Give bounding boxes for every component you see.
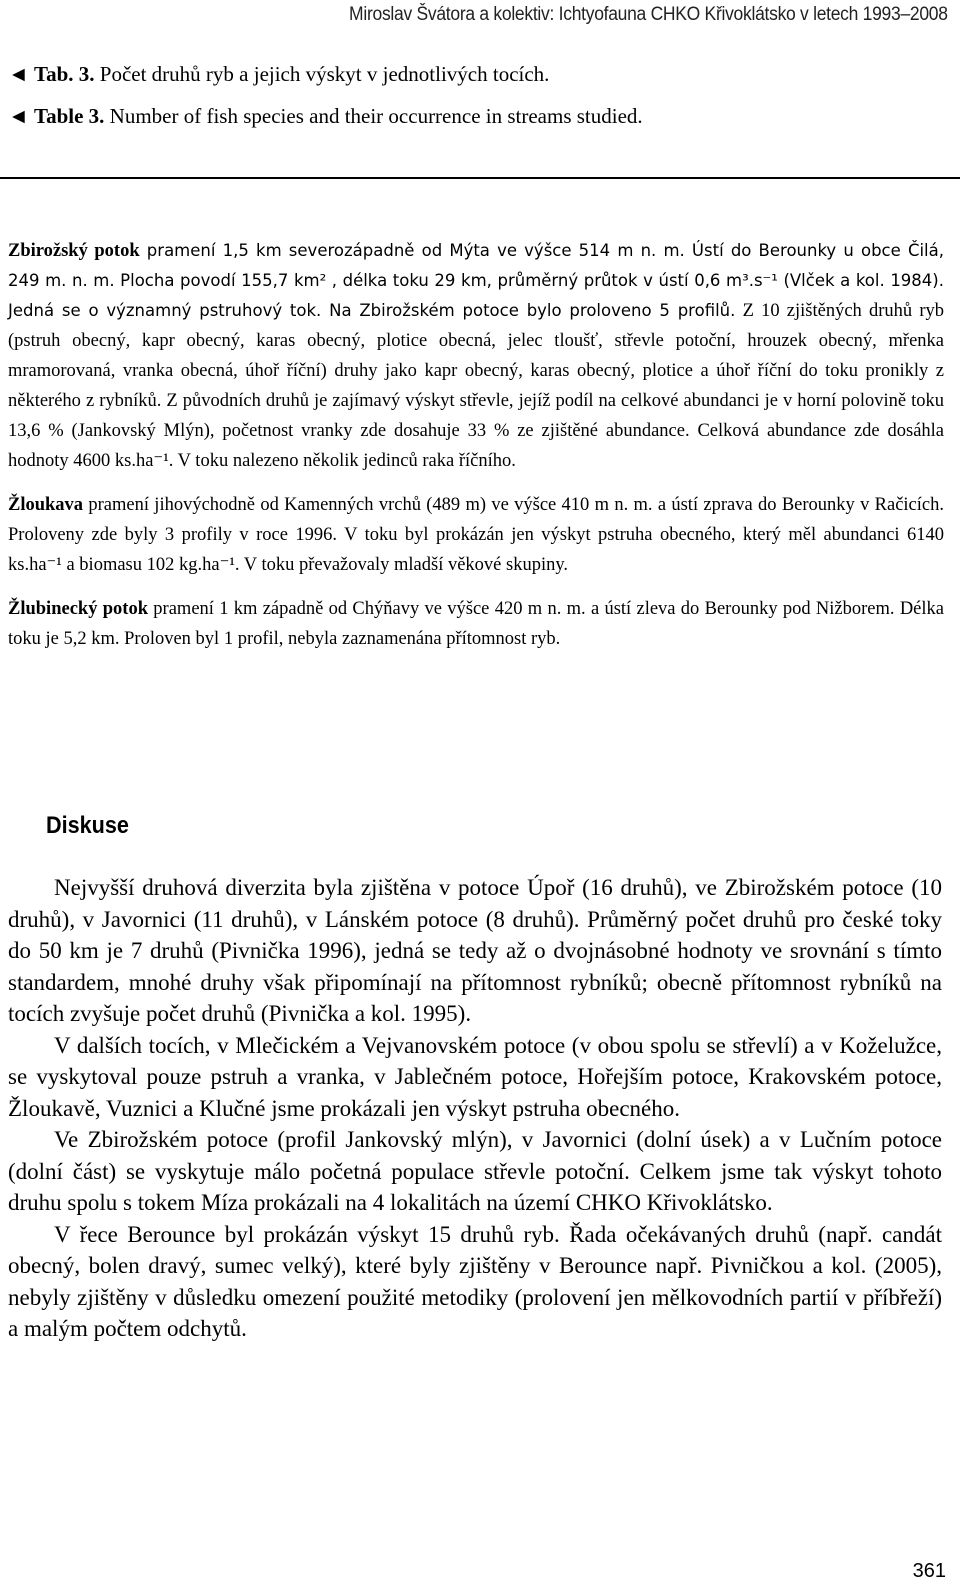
stream-text-continued: Z 10 zjištěných druhů ryb (pstruh obecný, kapr obecný, karas obecný, plotice obecná, jelec tloušť, střevle potoční, hrouzek obecný, mřenka mramorovaná, vranka obecná, úhoř říční) druhy jako kapr obecný, karas obecný, plotice a úhoř říční do toku pronikly z některého z rybníků. Z původních druhů je zajímavý výskyt střevle, jejíž podíl na celkové abundanci je v horní polovině toku 13,6 % (Jankovský Mlýn), početnost vranky zde dosahuje 33 % ze zjištěné abundance. Celková abundance zde dosáhla hodnoty 4600 ks.ha⁻¹. V toku nalezeno několik jedinců raka říčního. bbox=[8, 301, 944, 471]
caption-text: Number of fish species and their occurrence in streams studied. bbox=[104, 104, 643, 128]
discussion-paragraph: Ve Zbirožském potoce (profil Jankovský mlýn), v Javornici (dolní úsek) a v Lučním potoce (dolní část) se vyskytuje málo početná populace střevle potoční. Celkem jsme tak výskyt tohoto druhu spolu s tokem Míza prokázali na 4 lokalitách na území CHKO Křivoklátsko. bbox=[8, 1127, 942, 1215]
stream-paragraph-zbirozsky bbox=[8, 236, 944, 476]
stream-descriptions bbox=[8, 236, 944, 668]
table-caption-cz bbox=[8, 62, 549, 87]
arrow-left-icon: ◄ bbox=[8, 104, 29, 128]
discussion-paragraph: Nejvyšší druhová diverzita byla zjištěna v potoce Úpoř (16 druhů), ve Zbirožském potoce (10 druhů), v Javornici (11 druhů), v Lánském potoce (8 druhů). Průměrný počet druhů pro české toky do 50 km je 7 druhů (Pivnička 1996), jedná se tedy až o dvojnásobné hodnoty ve srovnání s tímto standardem, mnohé druhy však připomínají na přítomnost rybníků; obecně přítomnost rybníků na tocích zvyšuje počet druhů (Pivnička a kol. 1995). bbox=[8, 875, 942, 1026]
page-number: 361 bbox=[912, 1560, 946, 1582]
stream-paragraph-zlubinecky bbox=[8, 594, 944, 654]
arrow-left-icon: ◄ bbox=[8, 62, 29, 86]
discussion-body bbox=[8, 872, 942, 1345]
stream-name: Žloukava bbox=[8, 495, 84, 515]
caption-label: Table 3. bbox=[34, 104, 105, 128]
table-caption-en bbox=[8, 104, 643, 129]
stream-text: pramení jihovýchodně od Kamenných vrchů (489 m) ve výšce 410 m n. m. a ústí zprava do Berounky v Račicích. Proloveny zde byly 3 profily v roce 1996. V toku byl prokázán jen výskyt pstruha obecného, který měl abundanci 6140 ks.ha⁻¹ a biomasu 102 kg.ha⁻¹. V toku převažovaly mladší věkové skupiny. bbox=[8, 495, 944, 575]
section-heading: Diskuse bbox=[46, 812, 129, 839]
stream-paragraph-zloukava bbox=[8, 490, 944, 580]
stream-name: Zbirožský potok bbox=[8, 241, 140, 261]
stream-name: Žlubinecký potok bbox=[8, 599, 148, 619]
stream-text: pramení 1 km západně od Chýňavy ve výšce 420 m n. m. a ústí zleva do Berounky pod Nižborem. Délka toku je 5,2 km. Proloven byl 1 profil, nebyla zaznamenána přítomnost ryb. bbox=[8, 599, 944, 649]
stream-text: pramení 1,5 km severozápadně od Mýta ve výšce 514 m n. m. Ústí do Berounky u obce Čilá, 249 m. n. m. Plocha povodí 155,7 km² , délka toku 29 km, průměrný průtok v ústí 0,6 m³.s⁻¹ (Vlček a kol. 1984). Jedná se o významný pstruhový tok. Na Zbirožském potoce bylo proloveno 5 profilů. bbox=[8, 241, 944, 320]
discussion-paragraph: V dalších tocích, v Mlečickém a Vejvanovském potoce (v obou spolu se střevlí) a v Koželužce, se vyskytoval pouze pstruh a vranka, v Jablečném potoce, Hořejším potoce, Krakovském potoce, Žloukavě, Vuznici a Klučné jsme prokázali jen výskyt pstruha obecného. bbox=[8, 1032, 942, 1121]
caption-text: Počet druhů ryb a jejich výskyt v jednotlivých tocích. bbox=[94, 62, 550, 86]
discussion-paragraph: V řece Berounce byl prokázán výskyt 15 druhů ryb. Řada očekávaných druhů (např. candát obecný, bolen dravý, sumec velký), které byly zjištěny v Berounce např. Pivničkou a kol. (2005), nebyly zjištěny v důsledku omezení použité metodiky (prolovení jen mělkovodních partií v příbřeží) a malým počtem odchytů. bbox=[8, 1221, 942, 1341]
horizontal-rule bbox=[0, 177, 960, 179]
caption-label: Tab. 3. bbox=[34, 62, 95, 86]
running-header: Miroslav Švátora a kolektiv: Ichtyofauna CHKO Křivoklátsko v letech 1993–2008 bbox=[349, 4, 948, 25]
